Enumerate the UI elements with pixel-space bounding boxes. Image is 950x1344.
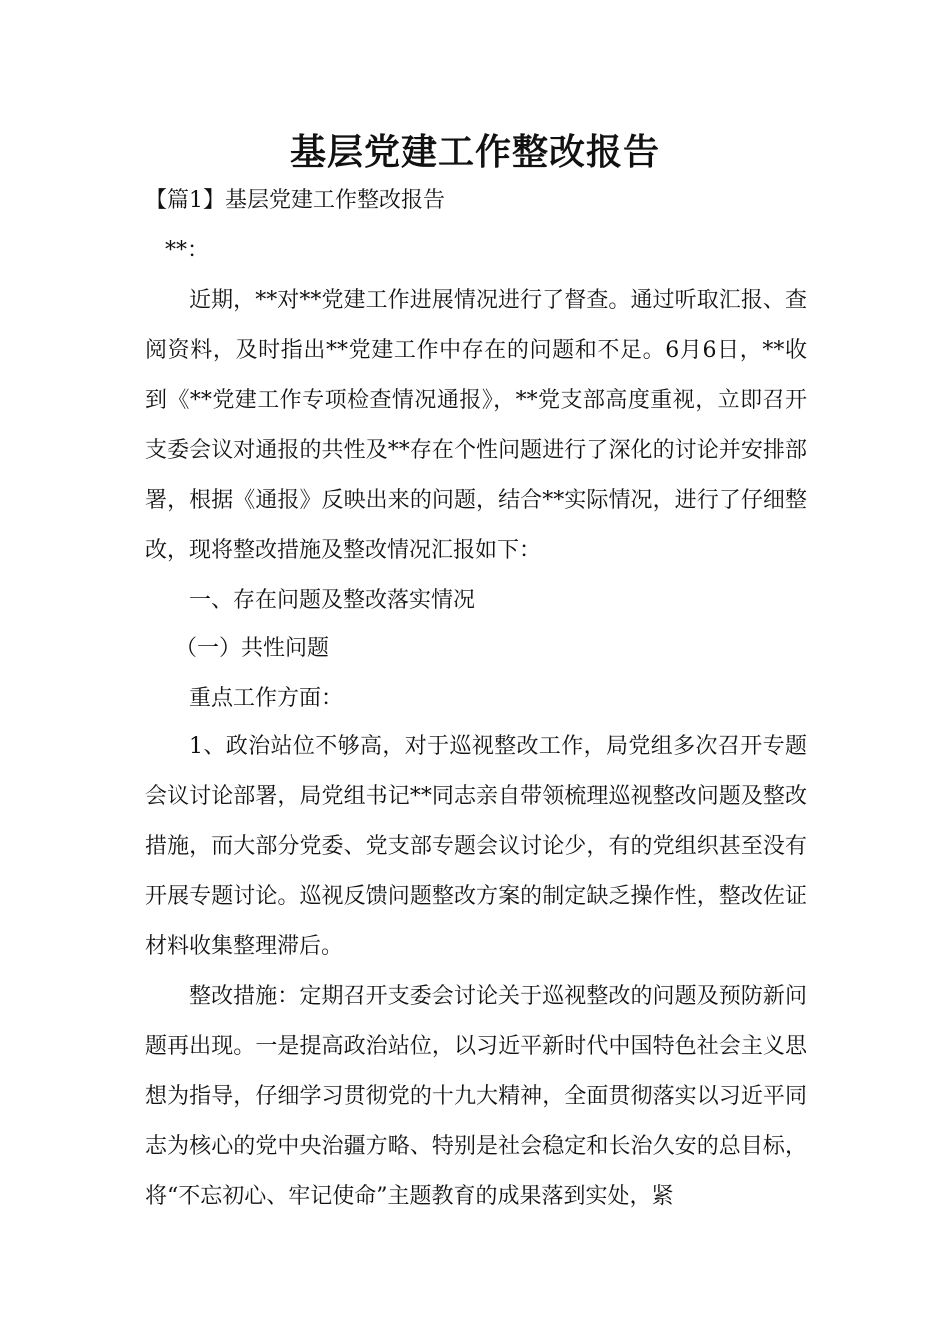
document-title: 基层党建工作整改报告 <box>289 132 660 173</box>
salutation: **： <box>165 238 210 263</box>
focus-heading: 重点工作方面： <box>189 686 344 711</box>
subsection-heading: （一）共性问题 <box>175 636 330 661</box>
article-subheading: 【篇1】基层党建工作整改报告 <box>145 188 445 213</box>
intro-paragraph: 近期，**对**党建工作进展情况进行了督查。通过听取汇报、查阅资料，及时指出**党建工作中存在的问题和不足。6月6日，**收到《**党建工作专项检查情况通报》，**党支部高度重视，立即召开支委会议对通报的共性及**存在个性问题进行了深化的讨论并安排部署，根据《通报》反映出来的问题，结合**实际情况，进行了仔细整改，现将整改措施及整改情况汇报如下： <box>145 288 807 563</box>
section-heading: 一、存在问题及整改落实情况 <box>189 588 476 613</box>
issue-item-1: 1、政治站位不够高，对于巡视整改工作，局党组多次召开专题会议讨论部署，局党组书记**同志亲自带领梳理巡视整改问题及整改措施，而大部分党委、党支部专题会议讨论少，有的党组织甚至没有开展专题讨论。巡视反馈问题整改方案的制定缺乏操作性，整改佐证材料收集整理滞后。 <box>145 734 807 959</box>
rectification-measures: 整改措施：定期召开支委会讨论关于巡视整改的问题及预防新问题再出现。一是提高政治站位，以习近平新时代中国特色社会主义思想为指导，仔细学习贯彻党的十九大精神，全面贯彻落实以习近平同志为核心的党中央治疆方略、特别是社会稳定和长治久安的总目标，将“不忘初心、牢记使命”主题教育的成果落到实处，紧 <box>145 984 807 1209</box>
